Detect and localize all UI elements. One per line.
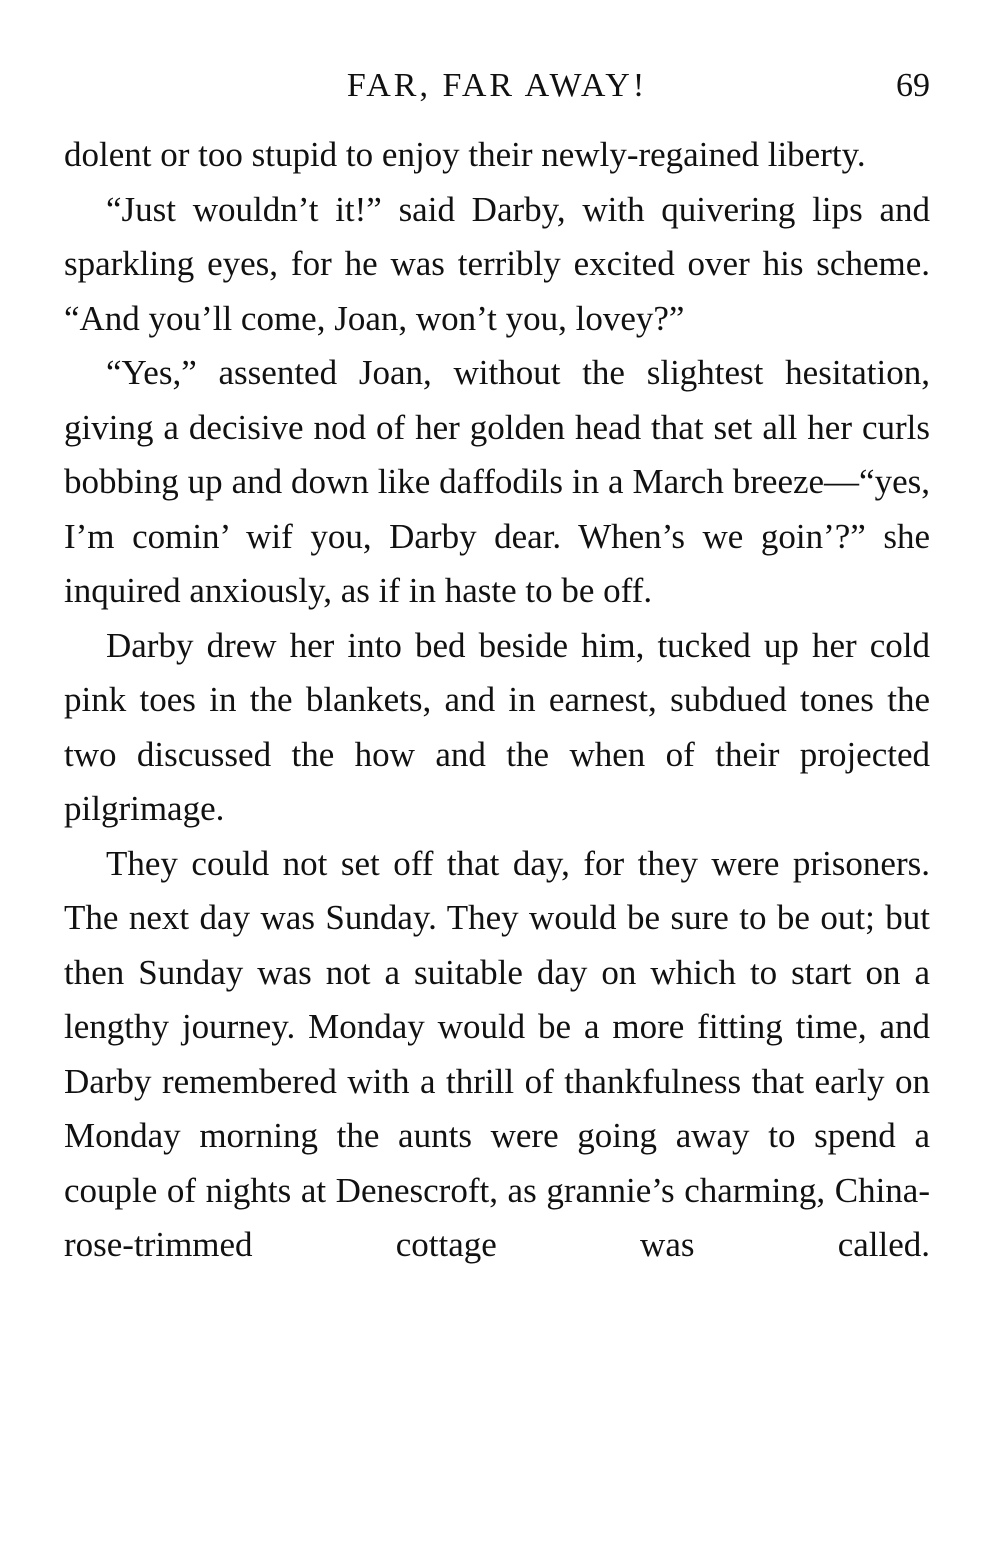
paragraph: “Just wouldn’t it!” said Darby, with quivering lips and sparkling eyes, for he was terribly excited over his scheme. “And you’ll come, Joan, won’t you, lovey?” bbox=[64, 189, 930, 338]
paragraph: Darby drew her into bed beside him, tucked up her cold pink toes in the blankets, and in earnest, subdued tones the two discussed the how and the when of their projected pilgrimage. bbox=[64, 625, 930, 828]
paragraph: They could not set off that day, for they were prisoners. The next day was Sunday. They would be sure to be out; but then Sunday was not a suitable day on which to start on a lengthy journey. Monday would be a more fitting time, and Darby remembered with a thrill of thankfulness that early on Monday morning the aunts were going away to spend a couple of nights at Denescroft, as grannie’s charming, China-rose-trimmed cottage was called. bbox=[64, 843, 930, 1264]
page-number: 69 bbox=[896, 67, 930, 104]
running-title: FAR, FAR AWAY! bbox=[346, 67, 648, 104]
paragraph-continued: dolent or too stupid to enjoy their newly-regained liberty. bbox=[64, 135, 866, 174]
running-head bbox=[64, 62, 930, 110]
paragraph: “Yes,” assented Joan, without the slightest hesitation, giving a decisive nod of her golden head that set all her curls bobbing up and down like daffodils in a March breeze—“yes, I’m comin’ wif you, Darby dear. When’s we goin’?” she inquired anxiously, as if in haste to be off. bbox=[64, 353, 930, 610]
body-text bbox=[64, 128, 930, 1273]
